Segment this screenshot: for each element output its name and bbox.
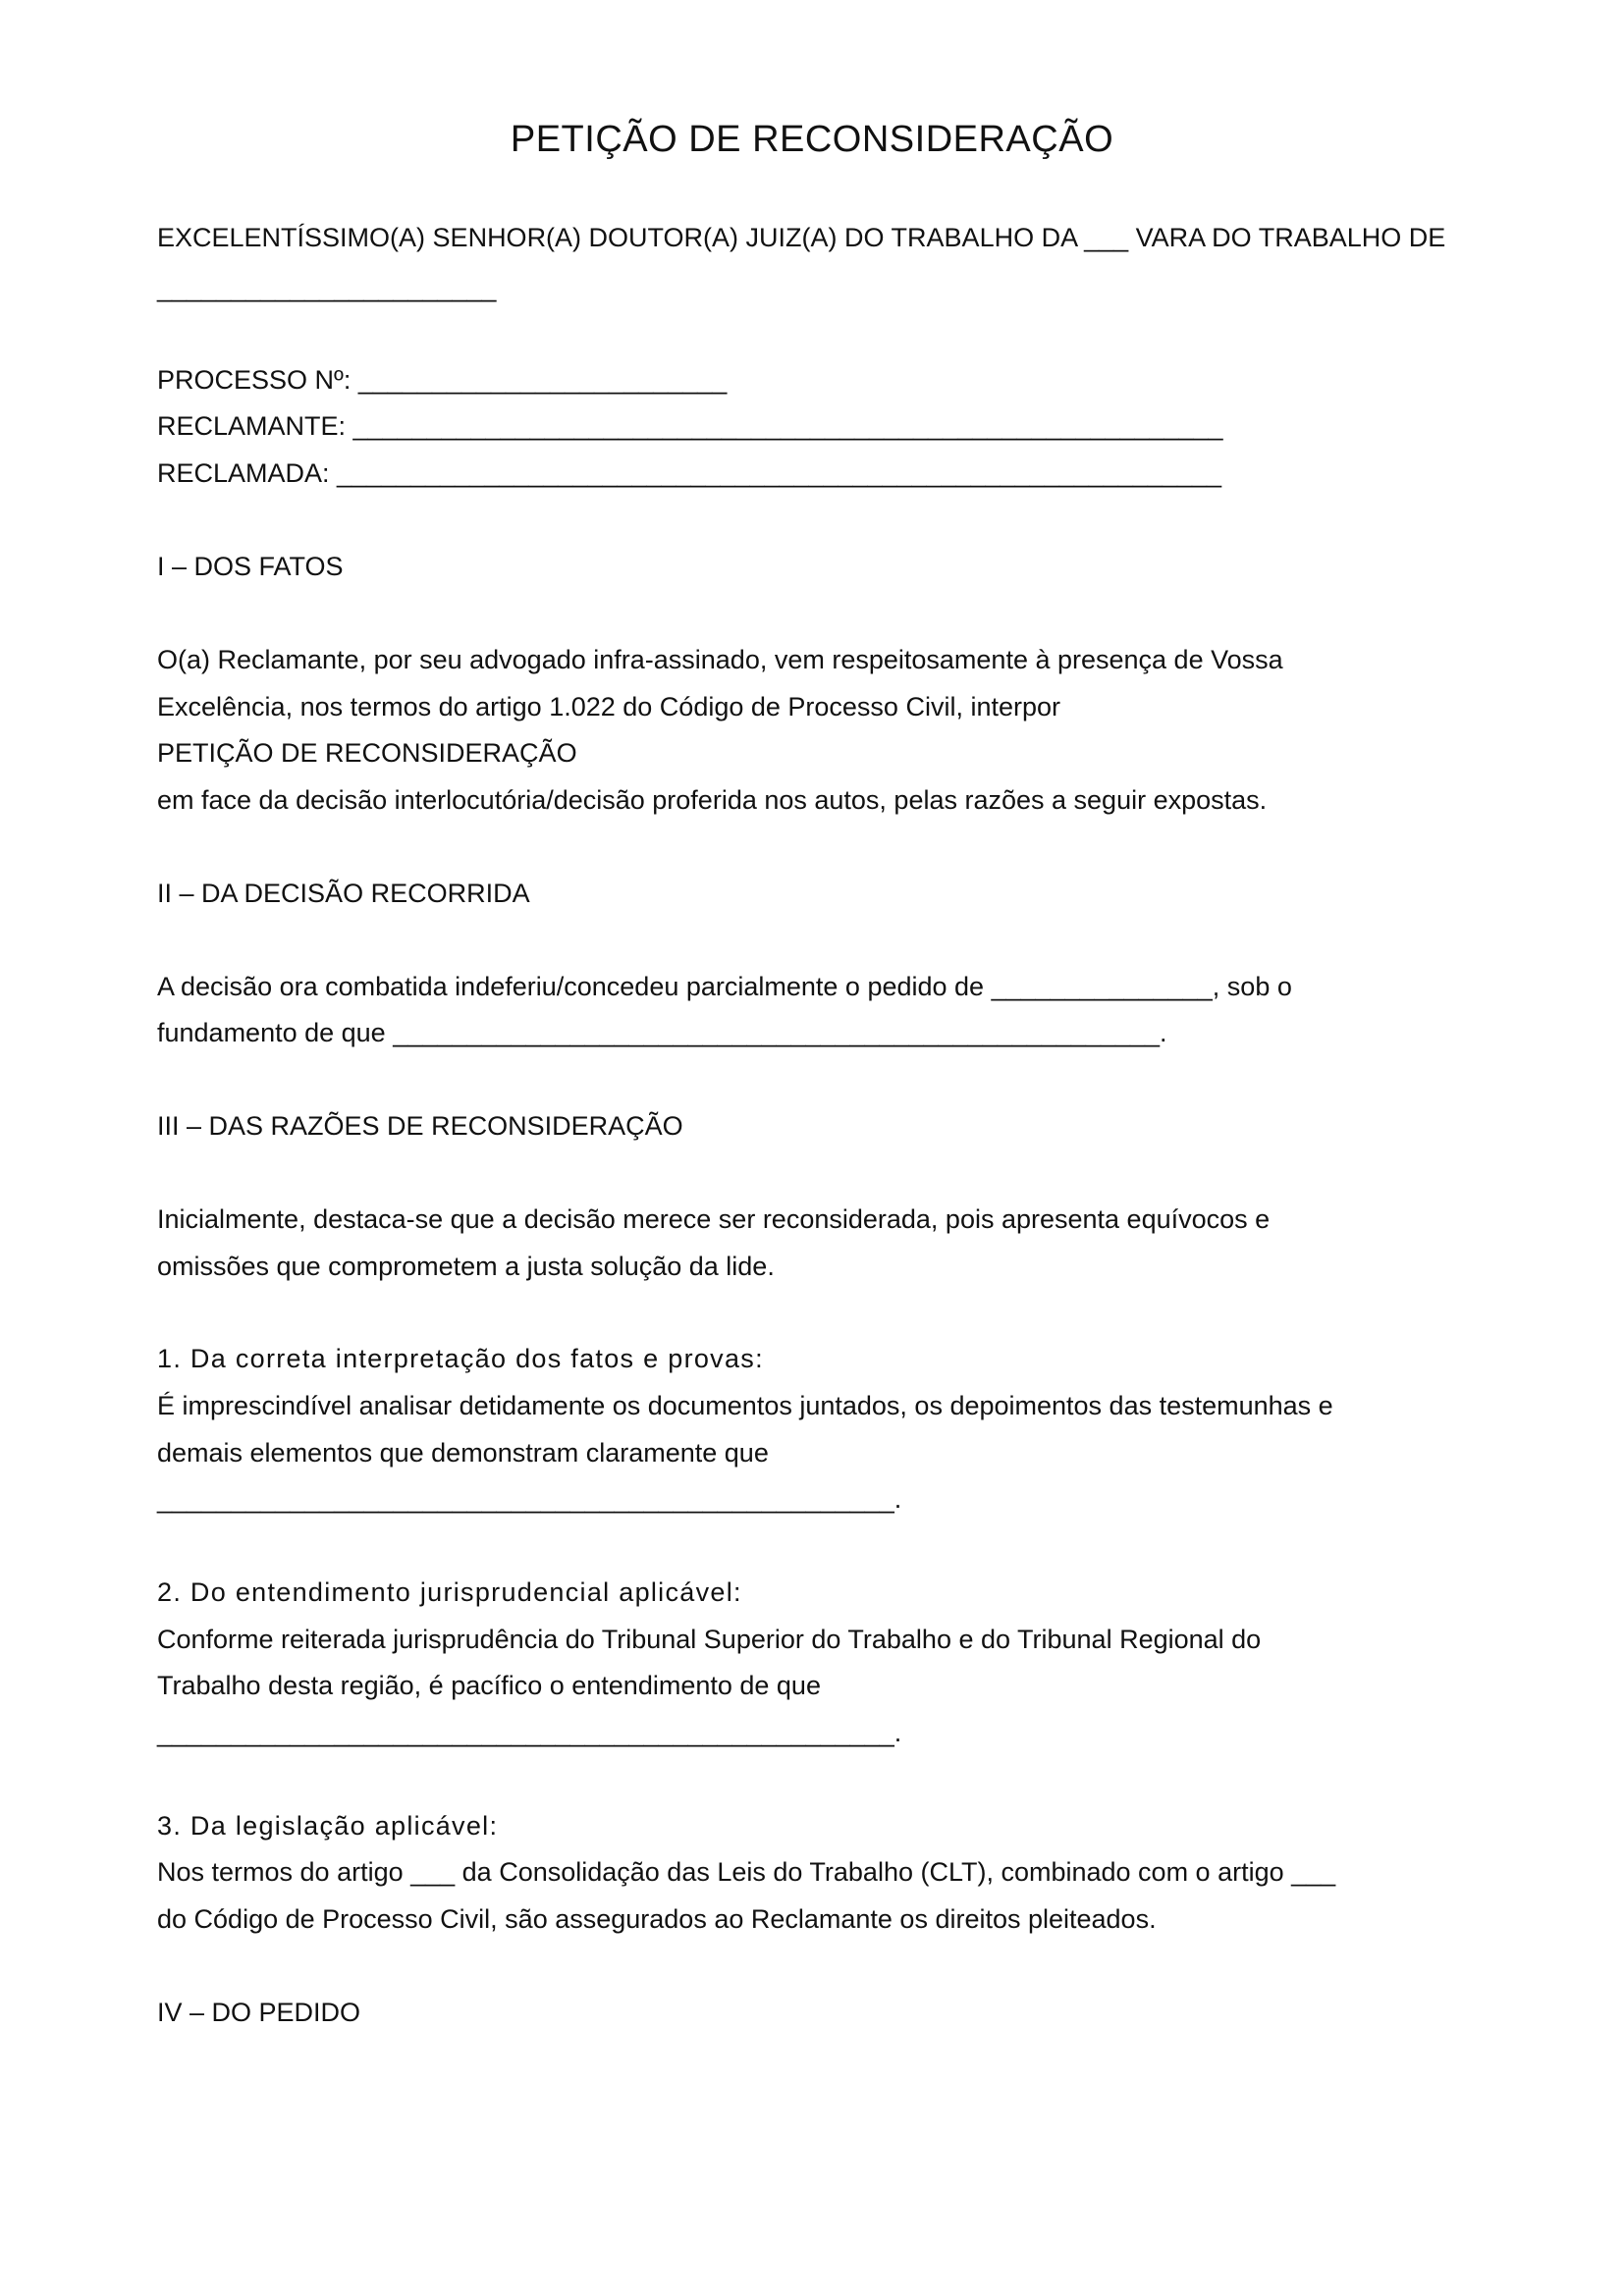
processo-field: PROCESSO Nº: _________________________ — [157, 365, 728, 395]
section-1-line: PETIÇÃO DE RECONSIDERAÇÃO — [157, 738, 577, 768]
item-1-line: É imprescindível analisar detidamente os documentos juntados, os depoimentos das testemunhas e — [157, 1391, 1333, 1420]
section-2-line: fundamento de que ____________________________________________________. — [157, 1018, 1167, 1047]
item-3-heading: 3. Da legislação aplicável: — [157, 1811, 499, 1841]
item-2-heading: 2. Do entendimento jurisprudencial aplicável: — [157, 1577, 742, 1607]
section-1-line: em face da decisão interlocutória/decisão proferida nos autos, pelas razões a seguir expostas. — [157, 785, 1268, 815]
item-1-heading: 1. Da correta interpretação dos fatos e provas: — [157, 1344, 764, 1373]
addressee-line-2: _______________________ — [157, 273, 497, 302]
section-3-heading: III – DAS RAZÕES DE RECONSIDERAÇÃO — [157, 1111, 683, 1141]
addressee-line-1: EXCELENTÍSSIMO(A) SENHOR(A) DOUTOR(A) JUIZ(A) DO TRABALHO DA ___ VARA DO TRABALHO DE — [157, 223, 1446, 252]
section-1-line: O(a) Reclamante, por seu advogado infra-assinado, vem respeitosamente à presença de Vossa — [157, 645, 1283, 674]
section-1-line: Excelência, nos termos do artigo 1.022 do Código de Processo Civil, interpor — [157, 692, 1060, 721]
item-2-line: __________________________________________________. — [157, 1718, 902, 1747]
document-title: PETIÇÃO DE RECONSIDERAÇÃO — [510, 119, 1114, 160]
reclamada-field: RECLAMADA: ____________________________________________________________ — [157, 458, 1222, 488]
section-2-line: A decisão ora combatida indeferiu/concedeu parcialmente o pedido de _______________, sob o — [157, 972, 1292, 1001]
item-3-line: Nos termos do artigo ___ da Consolidação das Leis do Trabalho (CLT), combinado com o artigo ___ — [157, 1857, 1336, 1887]
item-2-line: Conforme reiterada jurisprudência do Tribunal Superior do Trabalho e do Tribunal Regional do — [157, 1625, 1262, 1654]
item-1-line: demais elementos que demonstram claramente que — [157, 1438, 769, 1468]
section-2-heading: II – DA DECISÃO RECORRIDA — [157, 879, 530, 908]
item-3-line: do Código de Processo Civil, são assegurados ao Reclamante os direitos pleiteados. — [157, 1904, 1157, 1934]
item-1-line: __________________________________________________. — [157, 1484, 902, 1514]
reclamante-field: RECLAMANTE: ___________________________________________________________ — [157, 411, 1223, 441]
section-3-intro-line: Inicialmente, destaca-se que a decisão merece ser reconsiderada, pois apresenta equívocos e — [157, 1204, 1271, 1234]
section-1-heading: I – DOS FATOS — [157, 552, 344, 581]
item-2-line: Trabalho desta região, é pacífico o entendimento de que — [157, 1671, 821, 1700]
section-3-intro-line: omissões que comprometem a justa solução da lide. — [157, 1252, 775, 1281]
section-4-heading: IV – DO PEDIDO — [157, 1998, 361, 2027]
